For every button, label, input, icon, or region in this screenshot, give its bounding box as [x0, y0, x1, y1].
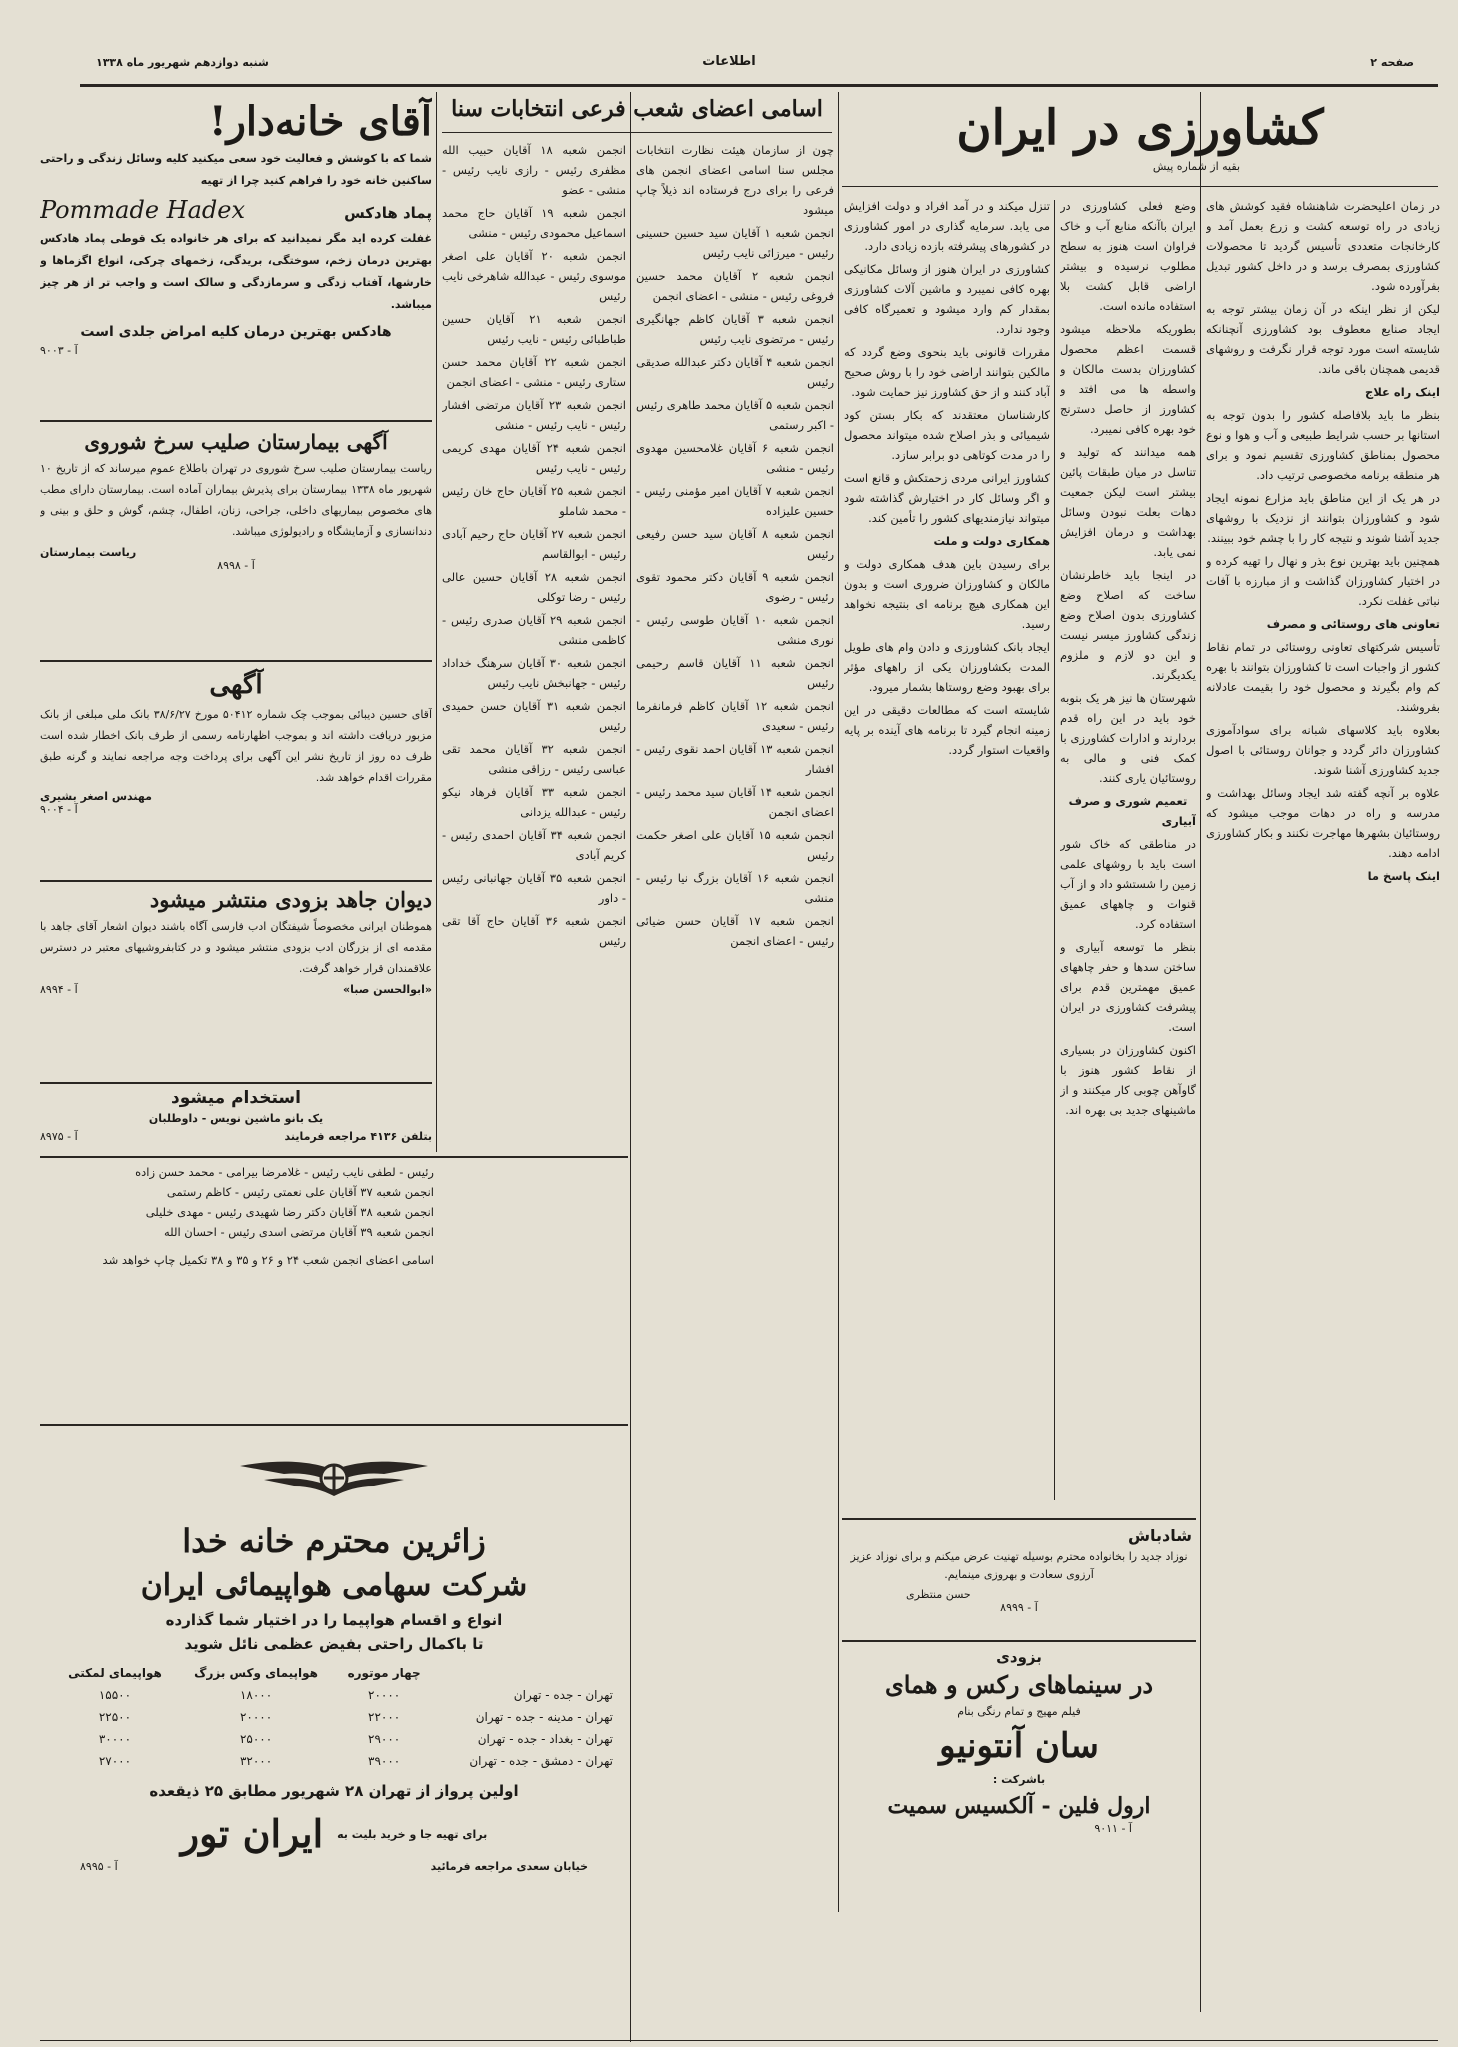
elections-column-right: چون از سازمان هیئت نظارت انتخابات مجلس سنا اسامی اعضای انجمن های فرعی را برای درج فرستاده اند ذیلاً چاپ میشود انجمن شعبه ۱ آقایان سید حسین حسینی رئیس - میرزائی نایب رئیس انجمن شعبه ۲ آقایان محمد حسین فروغی رئیس - منشی - اعضای انجمن انجمن شعبه ۳ آقایان کاظم جهانگیری رئیس - مرتضوی نایب رئیس انجمن شعبه ۴ آقایان دکتر عبدالله صدیقی رئیس انجمن شعبه ۵ آقایان محمد طاهری رئیس - اکبر رستمی انجمن شعبه ۶ آقایان غلامحسین مهدوی رئیس - منشی انجمن شعبه ۷ آقایان امیر مؤمنی رئیس - حسین علیزاده انجمن شعبه ۸ آقایان سید حسن رفیعی رئیس انجمن شعبه ۹ آقایان دکتر محمود تقوی رئیس - رضوی انجمن شعبه ۱۰ آقایان طوسی رئیس - نوری منشی انجمن شعبه ۱۱ آقایان قاسم رحیمی رئیس انجمن شعبه ۱۲ آقایان کاظم فرمانفرما رئیس - سعیدی انجمن شعبه ۱۳ آقایان احمد نقوی رئیس - افشار انجمن شعبه ۱۴ آقایان سید محمد رئیس - اعضای انجمن انجمن شعبه ۱۵ آقایان علی اصغر حکمت رئیس انجمن شعبه ۱۶ آقایان بزرگ نیا رئیس - منشی انجمن شعبه ۱۷ آقایان حسن ضیائی رئیس - اعضای انجمن: [636, 143, 834, 948]
ad-slogan: هادکس بهترین درمان کلیه امراض جلدی است: [80, 324, 392, 340]
agency-name: ایران تور: [180, 1811, 324, 1856]
agriculture-column-1: در زمان اعلیحضرت شاهنشاه فقید کوشش های زیادی در راه توسعه کشت و زرع بعمل آمد و کارخانجات متعددی تأسیس گردید تا محصولات کشاورزی بمصرف برسد و در داخل کشور تبدیل بفرآورده شود. لیکن از نظر اینکه در آن زمان بیشتر توجه به ایجاد صنایع معطوف بود کشاورزی آنچنانکه شایسته است مورد توجه قرار نگرفت و روشهای قدیمی همچنان باقی ماند. اینک راه علاج بنظر ما باید بلافاصله کشور را بدون توجه به استانها بر حسب شرایط طبیعی و آب و هوا و نوع محصول بمناطق کشاورزی تقسیم نمود و برای هر منطقه برنامه مخصوصی ترتیب داد. در هر یک از این مناطق باید مزارع نمونه ایجاد شود و کشاورزان بتوانند از نزدیک با روشهای جدید آشنا شوند و نتیجه کار را با چشم خود ببینند. همچنین باید بهترین نوع بذر و نهال را تهیه کرده و در اختیار کشاورزان گذاشت و از مبارزه با آفات نباتی غفلت نکرد. تعاونی های روستائی و مصرف تأسیس شرکتهای تعاونی روستائی در تمام نقاط کشور از واجبات است تا کشاورزان بتوانند با بهره کم وام بگیرند و محصول خود را بقیمت عادلانه بفروشند. بعلاوه باید کلاسهای شبانه برای سوادآموزی کشاورزان دائر گردد و جوانان روستائی با اصول جدید کشاورزی آشنا شوند. علاوه بر آنچه گفته شد ایجاد وسائل بهداشت و مدرسه و راه در دهات موجب میشود که روستائیان بشهرها مهاجرت نکنند و بکار کشاورزی ادامه دهند. اینک پاسخ ما: [1206, 196, 1440, 1996]
ad-separator: [40, 660, 432, 662]
congratulations-ad: [846, 1524, 1192, 1634]
ad-signature: حسن منتظری: [906, 1588, 971, 1601]
bank-notice-ad: [40, 666, 432, 874]
ad-signature: «ابوالحسن صبا»: [342, 983, 432, 996]
ad-code: آ - ۹۰۱۱: [1094, 1822, 1132, 1835]
column-header: هواپیمای لمکتی: [68, 1666, 162, 1680]
ad-headline: زائرین محترم خانه خدا: [182, 1522, 486, 1560]
ad-separator: [40, 420, 432, 422]
airline-name: شرکت سهامی هواپیمائی ایران: [140, 1568, 528, 1603]
masthead-rule: [80, 84, 1438, 87]
ad-signature: ریاست بیمارستان: [40, 546, 137, 559]
film-title: سان آنتونیو: [939, 1726, 1099, 1766]
ad-separator: [40, 1082, 432, 1084]
airline-ad: [40, 1430, 628, 2042]
ad-body: نوزاد جدید را بخانواده محترم بوسیله تهنیت عرض میکنم و برای نوزاد عزیز آرزوی سعادت و بهروزی مینمایم.: [850, 1550, 1188, 1581]
article-subtitle: بقیه از شماره پیش: [1152, 160, 1240, 173]
hiring-ad: [40, 1086, 432, 1154]
article-title-agriculture: کشاورزی در ایران: [956, 100, 1324, 156]
ad-body: غفلت کرده اید مگر نمیدانید که برای هر خانواده یک قوطی پماد هادکس بهترین درمان زخم، سوختگی، بریدگی، زخمهای چرکی، انواع اگزماها و خارشها، آفتاب زدگی و سرمازدگی و سالک است و واجب تر از هر چیز میباشد.: [40, 232, 432, 311]
column-divider: [838, 92, 839, 1912]
brand-latin: Pommade Hadex: [40, 196, 245, 224]
ad-title: آقای خانه‌دار!: [209, 98, 432, 145]
ad-line-2: بتلفن ۴۱۳۶ مراجعه فرمایند: [284, 1130, 432, 1143]
book-announcement-ad: [40, 884, 432, 1080]
cast-label: باشرکت :: [992, 1773, 1046, 1786]
column-header: چهار موتوره: [347, 1666, 421, 1680]
ad-separator: [40, 1424, 628, 1426]
page-number: صفحه ۲: [1370, 56, 1414, 69]
ad-line-1: انواع و اقسام هواپیما را در اختیار شما گذارده: [165, 1611, 503, 1629]
booking-label: برای تهیه جا و خرید بلیت به: [337, 1827, 488, 1841]
table-row: تهران - دمشق - جده - تهران ۳۹۰۰۰ ۳۲۰۰۰ ۲۷۰۰۰: [98, 1754, 613, 1768]
ad-title: آگهی: [209, 670, 263, 700]
title-rule: [842, 186, 1438, 187]
cinema-ad: [846, 1646, 1192, 1856]
section-heading: همکاری دولت و ملت: [933, 534, 1050, 548]
title-rule: [442, 132, 832, 133]
hospital-ad: [40, 426, 432, 654]
ad-body: هموطنان ایرانی مخصوصاً شیفتگان ادب فارسی آگاه باشند دیوان اشعار آقای جاهد با مقدمه ای از بزرگان ادب بزودی منتشر میشود و در کتابفروشیهای معتبر در دسترس علاقمندان قرار خواهد گرفت.: [40, 920, 432, 975]
section-rule: [40, 1156, 628, 1158]
table-row: تهران - بغداد - جده - تهران ۲۹۰۰۰ ۲۵۰۰۰ ۳۰۰۰۰: [98, 1732, 613, 1746]
ad-subtitle: فیلم مهیج و تمام رنگی بنام: [957, 1705, 1081, 1718]
agriculture-column-2: وضع فعلی کشاورزی در ایران باآنکه منابع آب و خاک فراوان است هنوز به سطح مطلوب نرسیده و بیشتر اراضی قابل کشت بلا استفاده مانده است. بطوریکه ملاحظه میشود قسمت اعظم محصول کشاورزان بدست مالکان و واسطه ها می افتد و کشاورز از حاصل دسترنج خود بهره کافی نمیبرد. همه میدانند که تولید و تناسل در میان طبقات پائین بیشتر است لیکن جمعیت دهات بعلت نبودن وسائل بهداشت و درمان افزایش نمی یابد. در اینجا باید خاطرنشان ساخت که اصلاح وضع کشاورزی بدون اصلاح وضع زندگی کشاورز میسر نیست و این دو لازم و ملزوم یکدیگرند. شهرستان ها نیز هر یک بنوبه خود باید در این راه قدم بردارند و ادارات کشاورزی با کمک فنی و مالی به روستائیان یاری کنند. تعمیم شوری و صرف آبیاری در مناطقی که خاک شور است باید با روشهای علمی زمین را شستشو داد و از آب قنوات و چاههای عمیق استفاده کرد. بنظر ما توسعه آبیاری و ساختن سدها و حفر چاههای عمیق مهمترین قدم برای پیشرفت کشاورزی در ایران است. اکنون کشاورزان در بسیاری از نقاط کشور هنوز با گاوآهن چوبی کار میکنند و از ماشینهای جدید بی بهره اند.: [1060, 199, 1196, 1117]
ad-body: آقای حسین دیبائی بموجب چک شماره ۵۰۴۱۲ مورخ ۳۸/۶/۲۷ بانک ملی مبلغی از بانک مزبور دریافت داشته اند و بموجب اظهارنامه رسمی از طرف بانک اخطار شده است ظرف ده روز از تاریخ نشر این آگهی برای پرداخت وجه مراجعه نمایند و گرنه طبق مقررات اقدام خواهد شد.: [40, 708, 432, 784]
section-heading: تعمیم شوری و صرف آبیاری: [1068, 794, 1196, 828]
column-divider: [1200, 92, 1201, 2012]
ad-title: استخدام میشود: [171, 1088, 301, 1108]
ad-line-1: یک بانو ماشین نویس - داوطلبان: [148, 1112, 324, 1125]
brand-name: پماد هادکس: [344, 204, 432, 222]
ad-separator: [842, 1518, 1196, 1520]
ad-code: آ - ۸۹۹۸: [217, 559, 255, 572]
agency-address: خیابان سعدی مراجعه فرمائید: [430, 1860, 588, 1873]
section-heading: اینک راه علاج: [1365, 385, 1440, 399]
table-row: تهران - جده - تهران ۲۰۰۰۰ ۱۸۰۰۰ ۱۵۵۰۰: [98, 1688, 613, 1702]
ad-intro: شما که با کوشش و فعالیت خود سعی میکنید کلیه وسائل زندگی و راحتی ساکنین خانه خود را فراهم کنید چرا از تهیه: [40, 152, 432, 187]
ad-code: آ - ۸۹۹۵: [80, 1860, 118, 1873]
agriculture-column-3: تنزل میکند و در آمد افراد و دولت افزایش می یابد. سرمایه گذاری در امور کشاورزی در کشورهای پیشرفته بازده زیادی دارد. کشاورزی در ایران هنوز از وسائل مکانیکی بهره کافی نمیبرد و ماشین آلات کشاورزی بمقدار کم وارد میشود و تعمیرگاه کافی وجود ندارد. مقررات قانونی باید بنحوی وضع گردد که مالکین بتوانند اراضی خود را با روش صحیح آباد کنند و از حق کشاورز نیز حمایت شود. کارشناسان معتقدند که بکار بستن کود شیمیائی و بذر اصلاح شده میتواند محصول را در مدت کوتاهی دو برابر سازد. کشاورز ایرانی مردی زحمتکش و قانع است و اگر وسائل کار در اختیارش گذاشته شود میتواند نیازمندیهای کشور را تأمین کند. همکاری دولت و ملت برای رسیدن باین هدف همکاری دولت و مالکان و کشاورزان ضروری است و بدون این همکاری هیچ برنامه ای بنتیجه نخواهد رسید. ایجاد بانک کشاورزی و دادن وام های طویل المدت بکشاورزان یکی از راههای مؤثر برای بهبود وضع روستاها بشمار میرود. شایسته است که مطالعات دقیقی در این زمینه انجام گیرد تا برنامه های آینده بر پایه واقعیات استوار گردد.: [844, 199, 1050, 757]
column-header: هواپیمای وکس بزرگ: [194, 1666, 319, 1680]
ad-signature: مهندس اصغر بشیری: [40, 790, 152, 803]
ad-code: آ - ۹۰۰۴: [40, 803, 78, 816]
hadex-ad: [40, 96, 432, 414]
ad-line-2: تا باکمال راحتی بفیض عظمی نائل شوید: [184, 1635, 484, 1653]
column-divider: [630, 92, 631, 2042]
section-heading: اینک پاسخ ما: [1367, 869, 1440, 883]
table-row: تهران - مدینه - جده - تهران ۲۲۰۰۰ ۲۰۰۰۰ ۲۲۵۰۰: [98, 1710, 613, 1724]
table-header-row: [54, 1662, 614, 1684]
ad-title: آگهی بیمارستان صلیب سرخ شوروی: [84, 430, 388, 454]
first-flight: اولین پرواز از تهران ۲۸ شهریور مطابق ۲۵ ذیقعده: [149, 1782, 519, 1800]
ad-code: آ - ۹۰۰۳: [40, 344, 78, 357]
ad-code: آ - ۸۹۹۴: [40, 983, 78, 996]
elections-continued: رئیس - لطفی نایب رئیس - غلامرضا بیرامی - محمد حسن زاده انجمن شعبه ۳۷ آقایان علی نعمتی رئیس - کاظم رستمی انجمن شعبه ۳۸ آقایان دکتر رضا شهیدی رئیس - مهدی خلیلی انجمن شعبه ۳۹ آقایان مرتضی اسدی رئیس - احسان الله اسامی اعضای انجمن شعب ۲۴ و ۲۶ و ۳۵ و ۳۸ تکمیل چاپ خواهد شد: [102, 1165, 434, 1267]
ad-title: دیوان جاهد بزودی منتشر میشود: [149, 887, 432, 912]
ad-code: آ - ۸۹۷۵: [40, 1130, 78, 1143]
ad-code: آ - ۸۹۹۹: [1000, 1601, 1038, 1614]
column-divider: [436, 92, 437, 1152]
column-divider: [1054, 200, 1055, 1500]
ad-separator: [40, 880, 432, 882]
section-heading: تعاونی های روستائی و مصرف: [1266, 617, 1440, 631]
fare-table: [54, 1662, 614, 1772]
newspaper-name: اطلاعات: [702, 54, 756, 69]
footer-rule: [40, 2040, 1438, 2041]
ad-separator: [842, 1640, 1196, 1642]
ad-title: در سینماهای رکس و همای: [884, 1670, 1154, 1699]
elections-title: اسامی اعضای شعب فرعی انتخابات سنا: [451, 96, 823, 122]
ad-prefix: بزودی: [996, 1648, 1042, 1666]
cast-names: ارول فلین - آلکسیس سمیت: [887, 1793, 1151, 1819]
elections-column-left: انجمن شعبه ۱۸ آقایان حبیب الله مظفری رئیس - رازی نایب رئیس - منشی - عضو انجمن شعبه ۱۹ آقایان حاج محمد اسماعیل محمودی رئیس - منشی انجمن شعبه ۲۰ آقایان علی اصغر موسوی رئیس - عبدالله شاهرخی نایب رئیس انجمن شعبه ۲۱ آقایان حسین طباطبائی رئیس - نایب رئیس انجمن شعبه ۲۲ آقایان محمد حسن ستاری رئیس - منشی - اعضای انجمن انجمن شعبه ۲۳ آقایان مرتضی افشار رئیس - نایب رئیس - منشی انجمن شعبه ۲۴ آقایان مهدی کریمی رئیس - نایب رئیس انجمن شعبه ۲۵ آقایان حاج خان رئیس - محمد شاملو انجمن شعبه ۲۷ آقایان حاج رحیم آبادی رئیس - ابوالقاسم انجمن شعبه ۲۸ آقایان حسین عالی رئیس - رضا توکلی انجمن شعبه ۲۹ آقایان صدری رئیس - کاظمی منشی انجمن شعبه ۳۰ آقایان سرهنگ خداداد رئیس - جهانبخش نایب رئیس انجمن شعبه ۳۱ آقایان حسن حمیدی رئیس انجمن شعبه ۳۲ آقایان محمد تقی عباسی رئیس - رزاقی منشی انجمن شعبه ۳۳ آقایان فرهاد نیکو رئیس - عبدالله یزدانی انجمن شعبه ۳۴ آقایان احمدی رئیس - کریم آبادی انجمن شعبه ۳۵ آقایان جهانبانی رئیس - داور انجمن شعبه ۳۶ آقایان حاج آقا تقی رئیس: [442, 143, 626, 948]
airline-logo-icon: [234, 1436, 434, 1518]
issue-date: شنبه دوازدهم شهریور ماه ۱۳۳۸: [96, 56, 269, 69]
ad-body: ریاست بیمارستان صلیب سرخ شوروی در تهران باطلاع عموم میرساند که از تاریخ ۱۰ شهریور ماه ۱۳۳۸ بیمارستان برای پذیرش بیماران آماده است. بیمارستان دارای مطب های مخصوص بیماریهای داخلی، جراحی، زنان، اطفال، چشم، گوش و حلق و بینی و دندانسازی و آزمایشگاه و رادیولوژی میباشد.: [40, 462, 432, 538]
ad-title: شادباش: [1127, 1526, 1192, 1545]
